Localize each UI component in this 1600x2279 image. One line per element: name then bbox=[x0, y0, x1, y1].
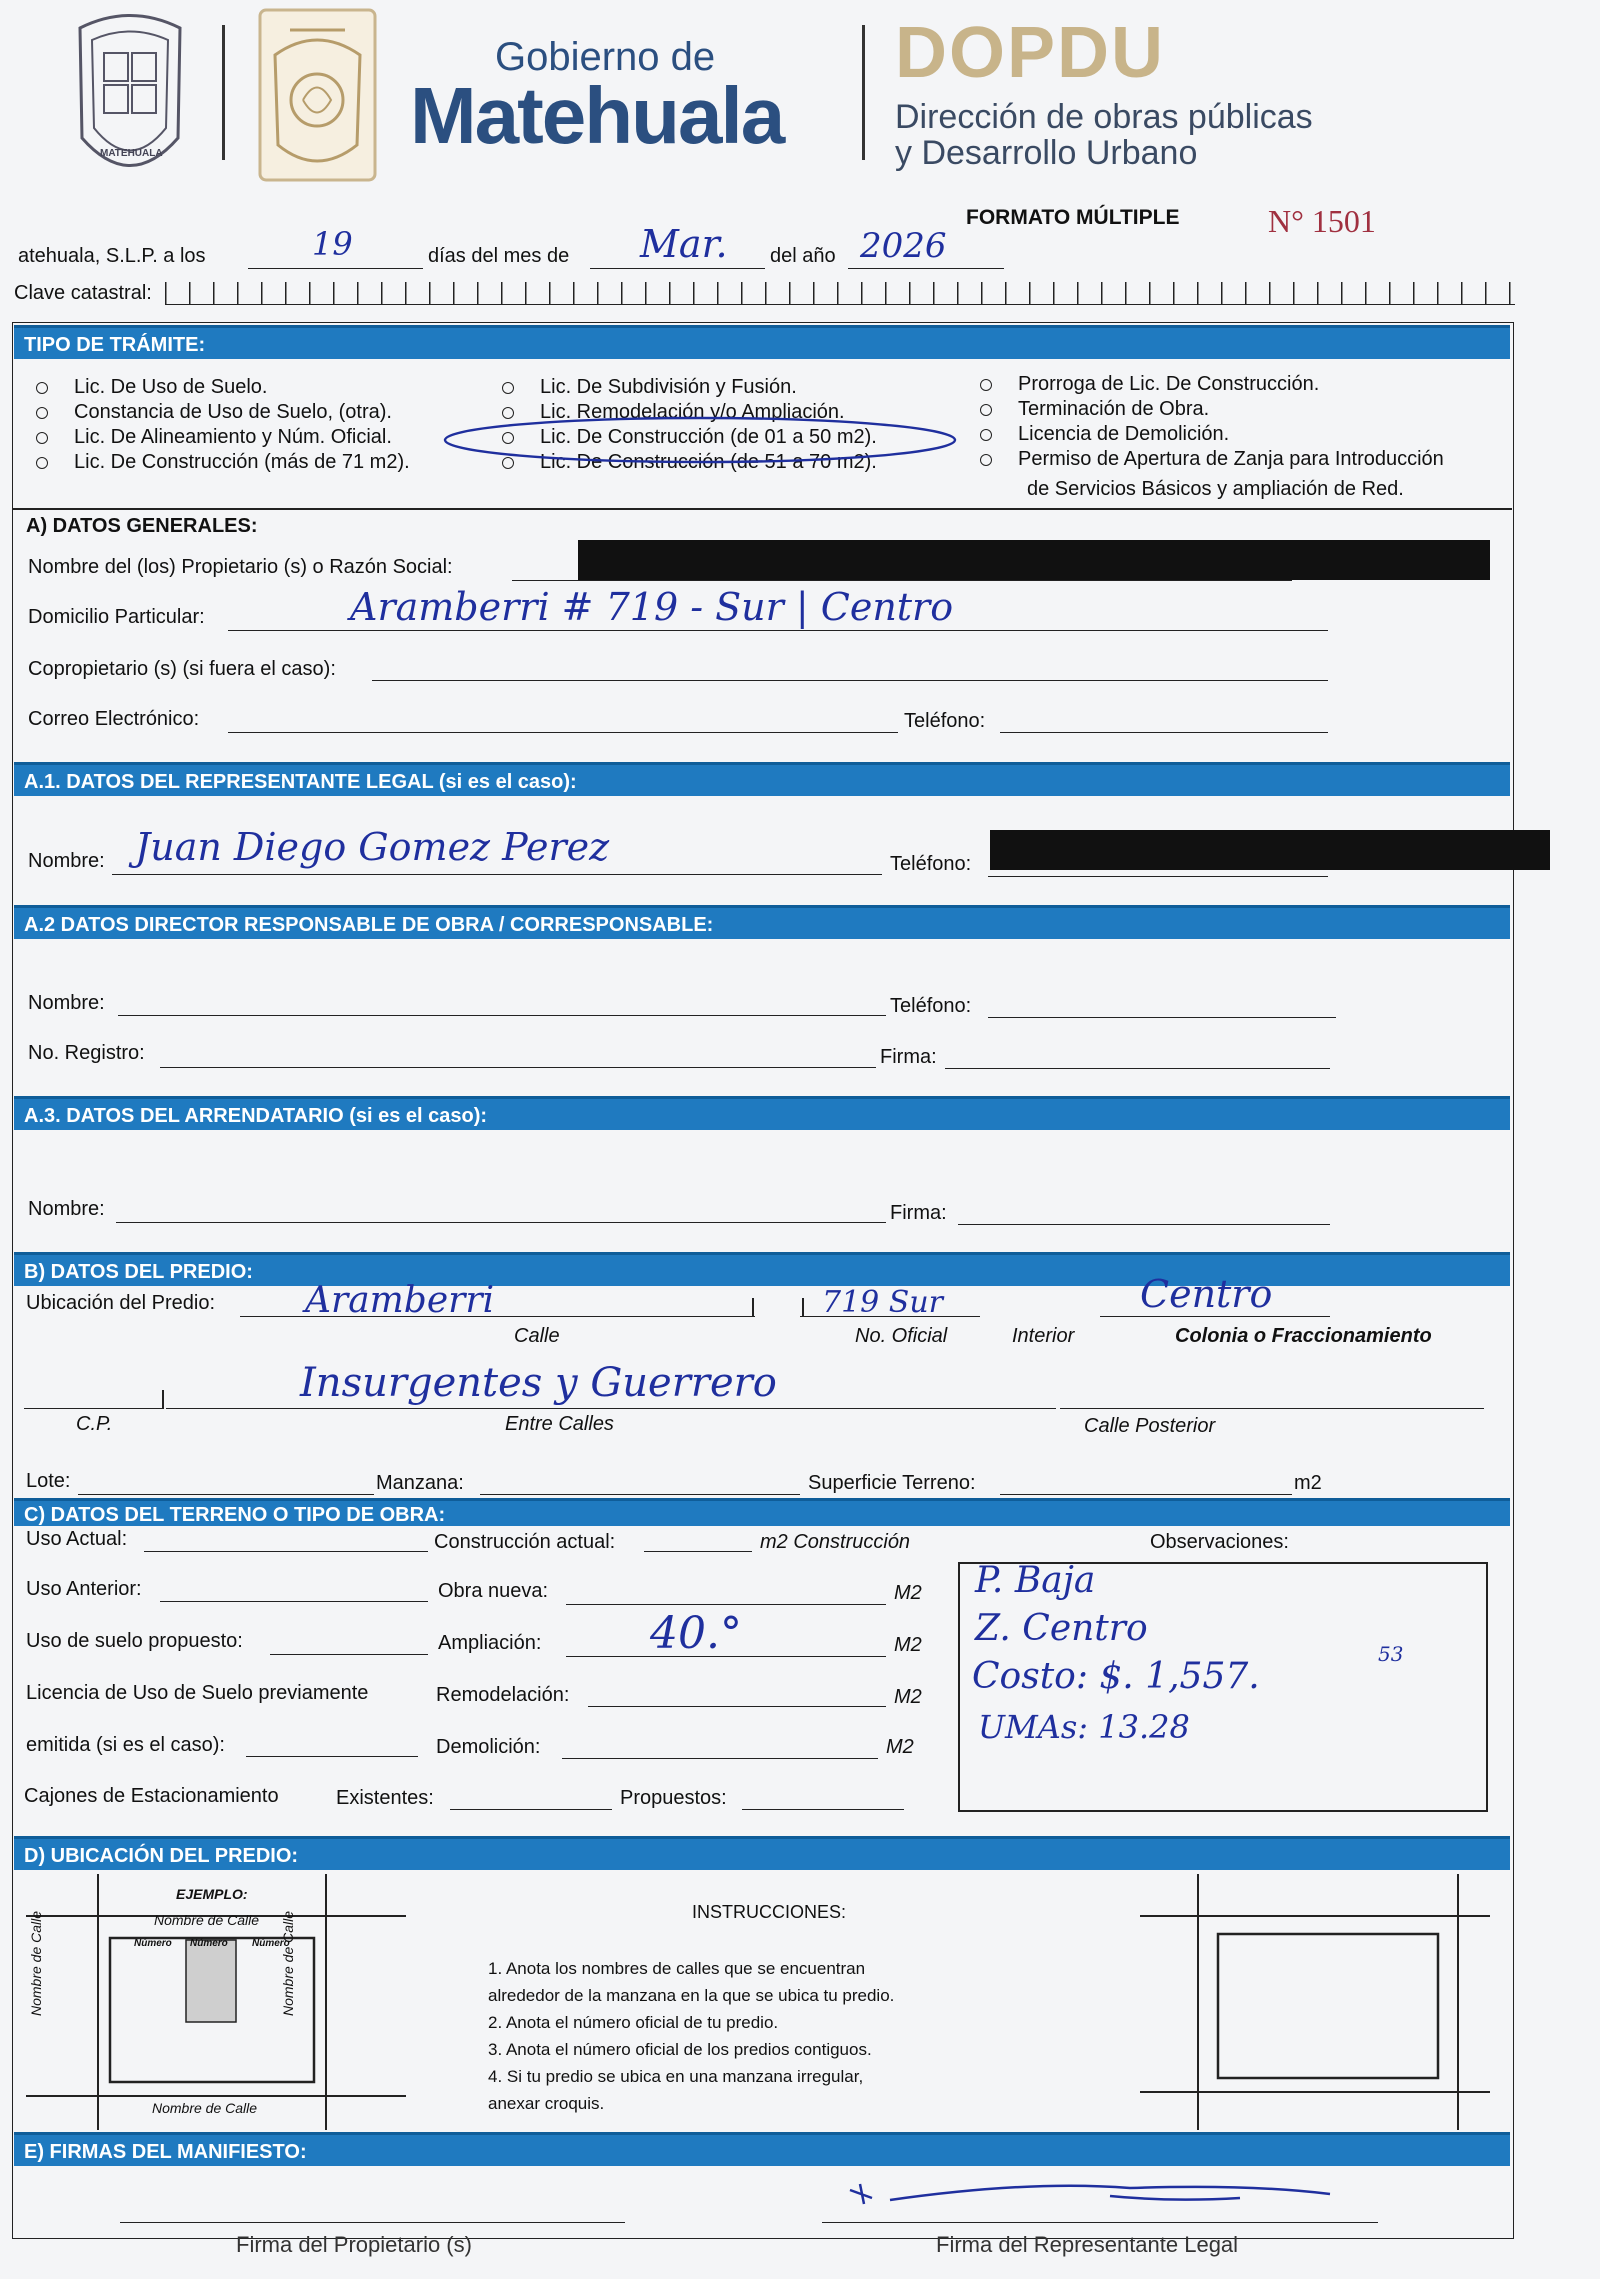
arrendatario-firma-line[interactable] bbox=[958, 1224, 1330, 1225]
obs-line-2: Z. Centro bbox=[975, 1608, 1148, 1649]
colonia-line[interactable] bbox=[1100, 1316, 1330, 1317]
example-sketch bbox=[26, 1874, 406, 2130]
construccion-actual-line[interactable] bbox=[644, 1551, 752, 1552]
arrendatario-name-label: Nombre: bbox=[28, 1198, 105, 1220]
example-street-top: Nombre de Calle bbox=[154, 1912, 260, 1928]
section-director: A.2 DATOS DIRECTOR RESPONSABLE DE OBRA / CORRESPONSABLE: bbox=[14, 905, 1510, 939]
section-tramite: TIPO DE TRÁMITE: bbox=[14, 325, 1510, 359]
oficial-value: 719 Sur bbox=[822, 1285, 944, 1320]
ubicacion-label: Ubicación del Predio: bbox=[26, 1292, 215, 1314]
tramite-option-cont: de Servicios Básicos y ampliación de Red. bbox=[1027, 478, 1404, 500]
example-number-2: Número bbox=[190, 1938, 228, 1949]
existentes-line[interactable] bbox=[450, 1809, 612, 1810]
director-firma-label: Firma: bbox=[880, 1046, 937, 1068]
rep-name-label: Nombre: bbox=[28, 850, 105, 872]
folio-number: N° 1501 bbox=[1268, 203, 1376, 239]
uso-anterior-line[interactable] bbox=[160, 1601, 428, 1602]
cap-entre: Entre Calles bbox=[505, 1413, 614, 1435]
cadastral-boxes[interactable] bbox=[165, 282, 1515, 305]
address-line[interactable] bbox=[228, 630, 1328, 631]
government-logo bbox=[255, 5, 380, 185]
phone-line[interactable] bbox=[1000, 732, 1328, 733]
observaciones-label: Observaciones: bbox=[1150, 1531, 1289, 1553]
entre-value: Insurgentes y Guerrero bbox=[300, 1360, 777, 1406]
ampliacion-label: Ampliación: bbox=[438, 1632, 542, 1654]
superficie-unit: m2 bbox=[1294, 1472, 1322, 1494]
obs-line-4: UMAs: 13.28 bbox=[978, 1708, 1190, 1746]
dept-line2: y Desarrollo Urbano bbox=[895, 134, 1198, 172]
propuestos-line[interactable] bbox=[742, 1809, 904, 1810]
cap-oficial: No. Oficial bbox=[855, 1325, 948, 1347]
dept-line1: Dirección de obras públicas bbox=[895, 98, 1313, 136]
instructions-title: INSTRUCCIONES: bbox=[692, 1902, 847, 1922]
obs-line-1: P. Baja bbox=[975, 1560, 1096, 1601]
address-label: Domicilio Particular: bbox=[28, 606, 205, 628]
location-sketch-area[interactable] bbox=[1140, 1874, 1490, 2130]
instruction-line: 2. Anota el número oficial de tu predio. bbox=[488, 2013, 779, 2032]
superficie-label: Superficie Terreno: bbox=[808, 1472, 976, 1494]
owner-line[interactable] bbox=[512, 580, 1292, 581]
calle-tick bbox=[752, 1298, 754, 1316]
arrendatario-name-line[interactable] bbox=[116, 1222, 886, 1223]
cap-interior: Interior bbox=[1012, 1325, 1075, 1347]
municipal-seal bbox=[70, 8, 190, 188]
posterior-line[interactable] bbox=[1060, 1408, 1484, 1409]
uso-propuesto-label: Uso de suelo propuesto: bbox=[26, 1630, 243, 1652]
example-street-right: Nombre de Calle bbox=[280, 1910, 296, 2016]
header-divider bbox=[222, 25, 225, 160]
licencia-line2: emitida (si es el caso): bbox=[26, 1734, 225, 1756]
phone-label: Teléfono: bbox=[904, 710, 986, 732]
day-line bbox=[248, 268, 423, 269]
director-name-line[interactable] bbox=[118, 1015, 886, 1016]
obs-line-3: Costo: $. 1,557. bbox=[972, 1656, 1260, 1697]
section-firmas: E) FIRMAS DEL MANIFIESTO: bbox=[14, 2132, 1510, 2166]
arrendatario-firma-label: Firma: bbox=[890, 1202, 947, 1224]
instruction-line: 3. Anota el número oficial de los predios contiguos. bbox=[488, 2040, 872, 2059]
seal-text: MATEHUALA bbox=[100, 148, 163, 159]
representative-signature bbox=[830, 2170, 1350, 2220]
director-phone-line[interactable] bbox=[988, 1017, 1336, 1018]
uso-anterior-label: Uso Anterior: bbox=[26, 1578, 142, 1600]
address-value: Aramberri # 719 - Sur | Centro bbox=[350, 585, 954, 629]
instruction-line: 1. Anota los nombres de calles que se encuentran bbox=[488, 1959, 866, 1978]
tramite-option[interactable]: Constancia de Uso de Suelo, (otra). bbox=[36, 401, 392, 424]
month-value: Mar. bbox=[640, 222, 728, 266]
uso-propuesto-line[interactable] bbox=[270, 1654, 428, 1655]
days-label: días del mes de bbox=[428, 245, 570, 267]
tramite-option[interactable]: Lic. De Uso de Suelo. bbox=[36, 376, 267, 399]
obra-nueva-unit: M2 bbox=[894, 1582, 922, 1604]
ampliacion-unit: M2 bbox=[894, 1634, 922, 1656]
section-representante: A.1. DATOS DEL REPRESENTANTE LEGAL (si es el caso): bbox=[14, 762, 1510, 796]
gov-line1: Gobierno de bbox=[495, 35, 716, 79]
rep-name-value: Juan Diego Gomez Perez bbox=[135, 825, 610, 869]
remodelacion-unit: M2 bbox=[894, 1686, 922, 1708]
colonia-value: Centro bbox=[1140, 1272, 1273, 1316]
section-arrendatario: A.3. DATOS DEL ARRENDATARIO (si es el caso): bbox=[14, 1096, 1510, 1130]
rep-signature-caption: Firma del Representante Legal bbox=[936, 2232, 1239, 2257]
month-line bbox=[590, 268, 765, 269]
cap-colonia: Colonia o Fraccionamiento bbox=[1175, 1325, 1432, 1347]
demolicion-label: Demolición: bbox=[436, 1736, 541, 1758]
licencia-line1: Licencia de Uso de Suelo previamente bbox=[26, 1682, 369, 1704]
existentes-label: Existentes: bbox=[336, 1787, 434, 1809]
director-firma-line[interactable] bbox=[945, 1068, 1330, 1069]
instruction-line: alrededor de la manzana en la que se ubica tu predio. bbox=[488, 1986, 895, 2005]
obra-nueva-label: Obra nueva: bbox=[438, 1580, 549, 1602]
tramite-option[interactable]: Terminación de Obra. bbox=[980, 398, 1209, 421]
registro-line[interactable] bbox=[160, 1067, 876, 1068]
email-label: Correo Electrónico: bbox=[28, 708, 200, 730]
demolicion-line[interactable] bbox=[562, 1758, 878, 1759]
tramite-option[interactable]: Prorroga de Lic. De Construcción. bbox=[980, 373, 1319, 396]
selection-circle bbox=[440, 412, 960, 468]
tramite-option[interactable]: Licencia de Demolición. bbox=[980, 423, 1229, 446]
oficial-tick bbox=[802, 1298, 804, 1316]
director-name-label: Nombre: bbox=[28, 992, 105, 1014]
cap-calle: Calle bbox=[514, 1325, 560, 1347]
uso-actual-line[interactable] bbox=[144, 1551, 428, 1552]
form-title: FORMATO MÚLTIPLE bbox=[966, 206, 1180, 229]
dept-acronym: DOPDU bbox=[895, 13, 1166, 93]
registro-label: No. Registro: bbox=[28, 1042, 145, 1064]
cp-tick bbox=[162, 1390, 164, 1408]
tramite-option[interactable]: Lic. Remodelación y/o Ampliación. bbox=[502, 401, 845, 424]
instructions bbox=[488, 1955, 894, 2117]
instruction-line: anexar croquis. bbox=[488, 2094, 605, 2113]
remodelacion-line[interactable] bbox=[588, 1706, 886, 1707]
cajones-label: Cajones de Estacionamiento bbox=[24, 1785, 279, 1807]
tramite-option[interactable]: Permiso de Apertura de Zanja para Introducción bbox=[980, 448, 1444, 471]
rep-phone-line[interactable] bbox=[988, 876, 1328, 877]
coowner-line[interactable] bbox=[372, 680, 1328, 681]
superficie-line[interactable] bbox=[1000, 1494, 1292, 1495]
divider-generales bbox=[12, 508, 1512, 510]
example-street-bottom: Nombre de Calle bbox=[152, 2100, 258, 2116]
uso-actual-label: Uso Actual: bbox=[26, 1528, 128, 1550]
director-phone-label: Teléfono: bbox=[890, 995, 972, 1017]
remodelacion-label: Remodelación: bbox=[436, 1684, 570, 1706]
calle-value: Aramberri bbox=[305, 1280, 495, 1321]
email-line[interactable] bbox=[228, 732, 898, 733]
tramite-option[interactable]: Lic. De Construcción (más de 71 m2). bbox=[36, 451, 410, 474]
place-label: atehuala, S.L.P. a los bbox=[18, 245, 206, 267]
rep-phone-label: Teléfono: bbox=[890, 853, 972, 875]
owner-label: Nombre del (los) Propietario (s) o Razón Social: bbox=[28, 556, 453, 578]
demolicion-unit: M2 bbox=[886, 1736, 914, 1758]
owner-signature-caption: Firma del Propietario (s) bbox=[236, 2232, 472, 2257]
year-value: 2026 bbox=[860, 226, 947, 266]
section-generales: A) DATOS GENERALES: bbox=[26, 515, 258, 537]
example-number-1: Número bbox=[134, 1938, 172, 1949]
gov-line2: Matehuala bbox=[410, 71, 784, 160]
cap-cp: C.P. bbox=[76, 1413, 113, 1435]
instruction-line: 4. Si tu predio se ubica en una manzana irregular, bbox=[488, 2067, 864, 2086]
manzana-line[interactable] bbox=[480, 1494, 800, 1495]
construccion-actual-label: Construcción actual: bbox=[434, 1531, 616, 1553]
owner-redaction bbox=[578, 540, 1490, 580]
phone-redaction bbox=[990, 830, 1550, 870]
tramite-option[interactable]: Lic. De Alineamiento y Núm. Oficial. bbox=[36, 426, 392, 449]
tramite-option[interactable]: Lic. De Subdivisión y Fusión. bbox=[502, 376, 797, 399]
manzana-label: Manzana: bbox=[376, 1472, 464, 1494]
lote-line[interactable] bbox=[78, 1494, 374, 1495]
year-label: del año bbox=[770, 245, 836, 267]
section-terreno: C) DATOS DEL TERRENO O TIPO DE OBRA: bbox=[14, 1498, 1510, 1526]
rep-name-line[interactable] bbox=[112, 874, 882, 875]
obs-superscript: 53 bbox=[1378, 1642, 1404, 1666]
section-predio: B) DATOS DEL PREDIO: bbox=[14, 1252, 1510, 1286]
cap-posterior: Calle Posterior bbox=[1084, 1415, 1216, 1437]
section-ubicacion: D) UBICACIÓN DEL PREDIO: bbox=[14, 1836, 1510, 1870]
day-value: 19 bbox=[312, 225, 353, 263]
header-divider-2 bbox=[862, 25, 865, 160]
entre-line[interactable] bbox=[166, 1408, 1056, 1409]
m2-construccion: m2 Construcción bbox=[760, 1531, 911, 1553]
tramite-option[interactable]: Lic. De Construcción (de 51 a 70 m2). bbox=[502, 451, 877, 474]
licencia-line[interactable] bbox=[246, 1756, 418, 1757]
year-line bbox=[848, 268, 1004, 269]
cp-line[interactable] bbox=[24, 1408, 164, 1409]
cadastral-label: Clave catastral: bbox=[14, 282, 152, 304]
ampliacion-value: 40.° bbox=[650, 1608, 742, 1659]
example-number-3: Número bbox=[252, 1938, 290, 1949]
lote-label: Lote: bbox=[26, 1470, 71, 1492]
example-street-left: Nombre de Calle bbox=[28, 1910, 44, 2016]
rep-signature-line[interactable] bbox=[822, 2222, 1378, 2223]
propuestos-label: Propuestos: bbox=[620, 1787, 727, 1809]
obra-nueva-line[interactable] bbox=[566, 1604, 886, 1605]
tramite-option-selected[interactable]: Lic. De Construcción (de 01 a 50 m2). bbox=[502, 426, 877, 449]
example-title: EJEMPLO: bbox=[176, 1886, 248, 1902]
owner-signature-line[interactable] bbox=[120, 2222, 625, 2223]
coowner-label: Copropietario (s) (si fuera el caso): bbox=[28, 658, 336, 680]
